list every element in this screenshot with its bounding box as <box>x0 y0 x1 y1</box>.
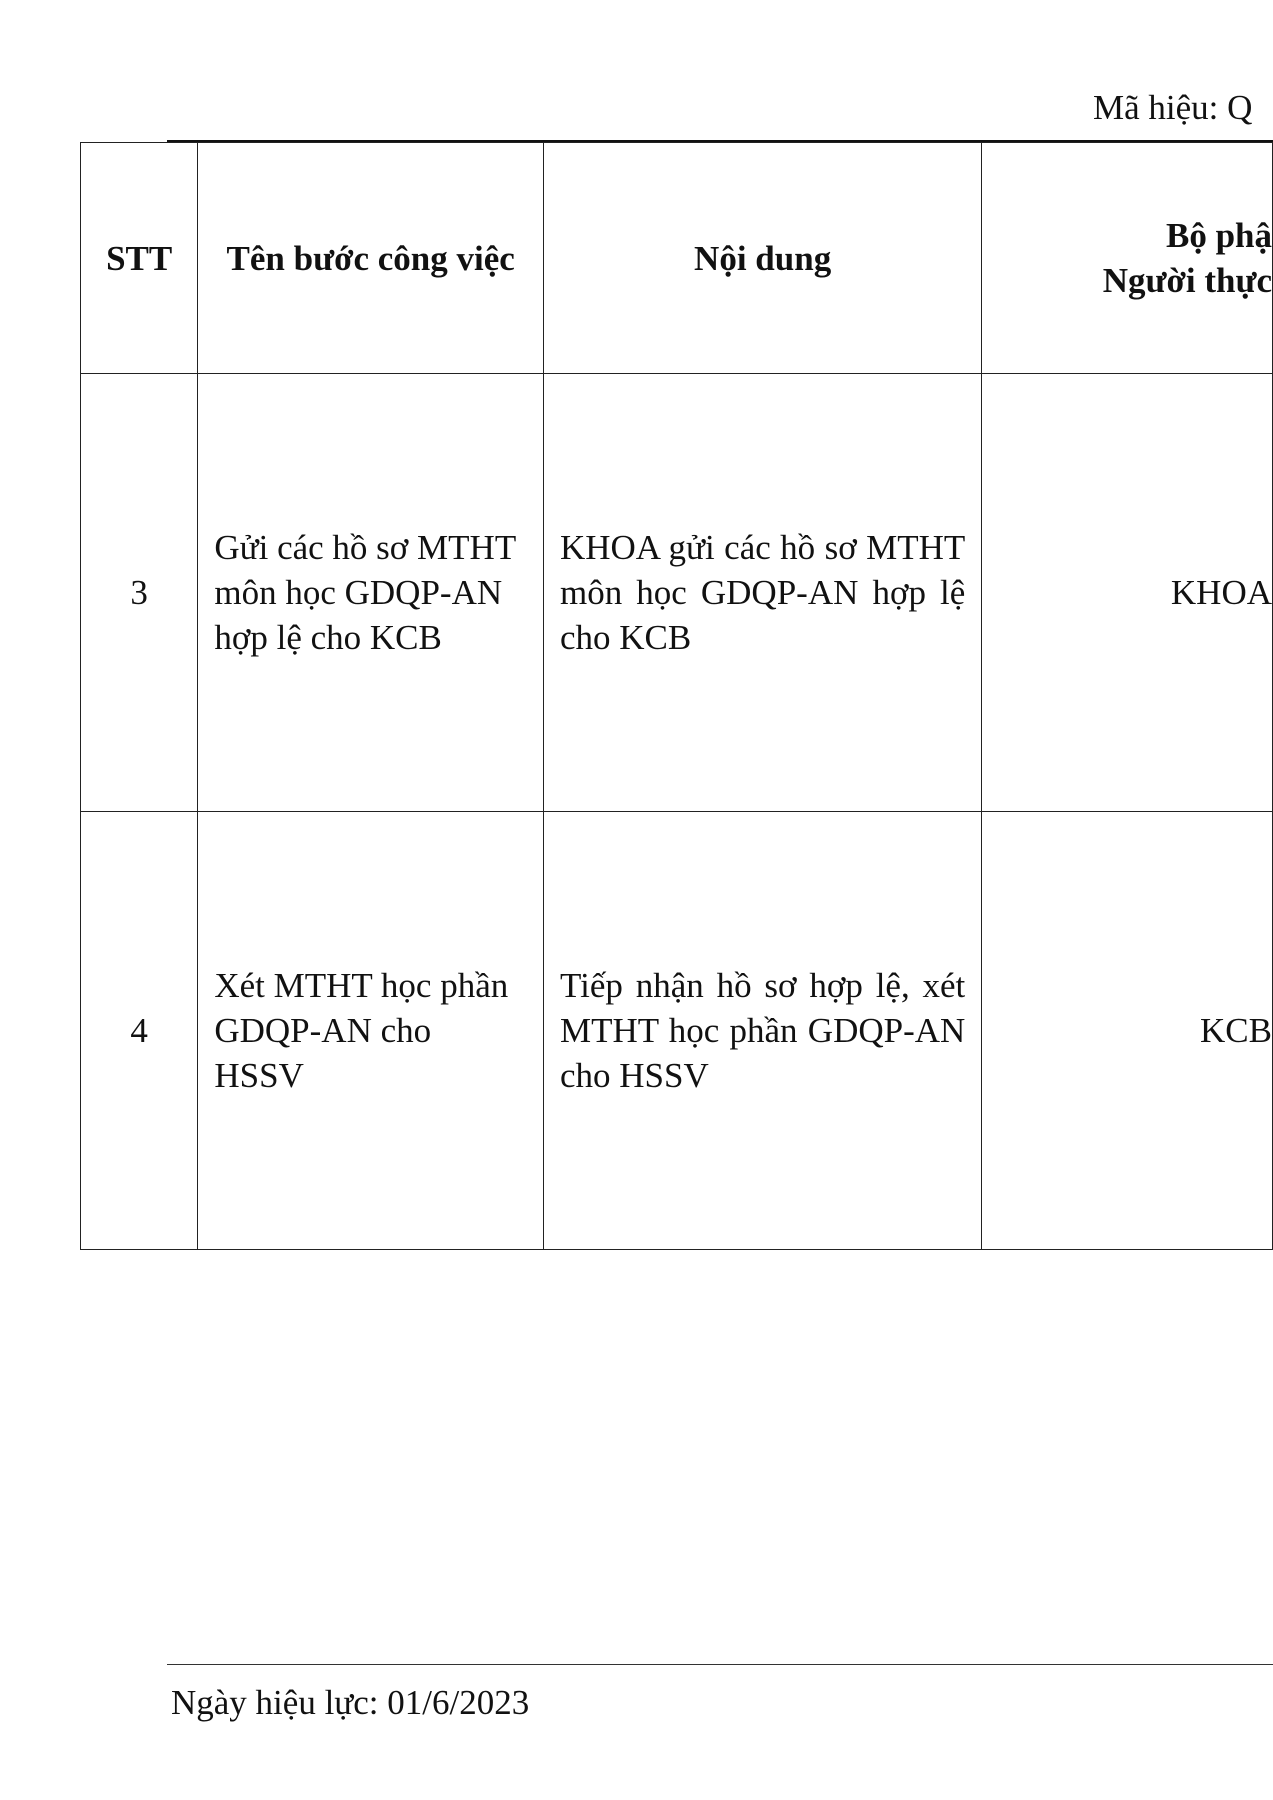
procedure-table <box>80 142 1273 1250</box>
column-header-department-line1: Bộ phậ <box>1165 216 1272 255</box>
effective-date: Ngày hiệu lực: 01/6/2023 <box>171 1683 530 1722</box>
column-header-stt: STT <box>81 143 198 374</box>
row-step-name: Xét MTHT học phần GDQP-AN cho HSSV <box>198 812 544 1250</box>
row-department: KHOA <box>982 374 1273 812</box>
row-content: KHOA gửi các hồ sơ MTHT môn học GDQP-AN hợp lệ cho KCB <box>543 374 981 812</box>
row-stt: 3 <box>81 374 198 812</box>
row-content: Tiếp nhận hồ sơ hợp lệ, xét MTHT học phần GDQP-AN cho HSSV <box>543 812 981 1250</box>
row-stt: 4 <box>81 812 198 1250</box>
row-department: KCB <box>982 812 1273 1250</box>
table-row <box>81 374 1273 812</box>
footer-divider <box>167 1664 1273 1665</box>
column-header-content: Nội dung <box>543 143 981 374</box>
column-header-step-name: Tên bước công việc <box>198 143 544 374</box>
column-header-department <box>982 143 1273 374</box>
table-row <box>81 812 1273 1250</box>
table-header-row <box>81 143 1273 374</box>
row-step-name: Gửi các hồ sơ MTHT môn học GDQP-AN hợp lệ cho KCB <box>198 374 544 812</box>
column-header-department-line2: Người thực <box>1102 261 1272 300</box>
document-code-label: Mã hiệu: Q <box>1093 88 1253 127</box>
